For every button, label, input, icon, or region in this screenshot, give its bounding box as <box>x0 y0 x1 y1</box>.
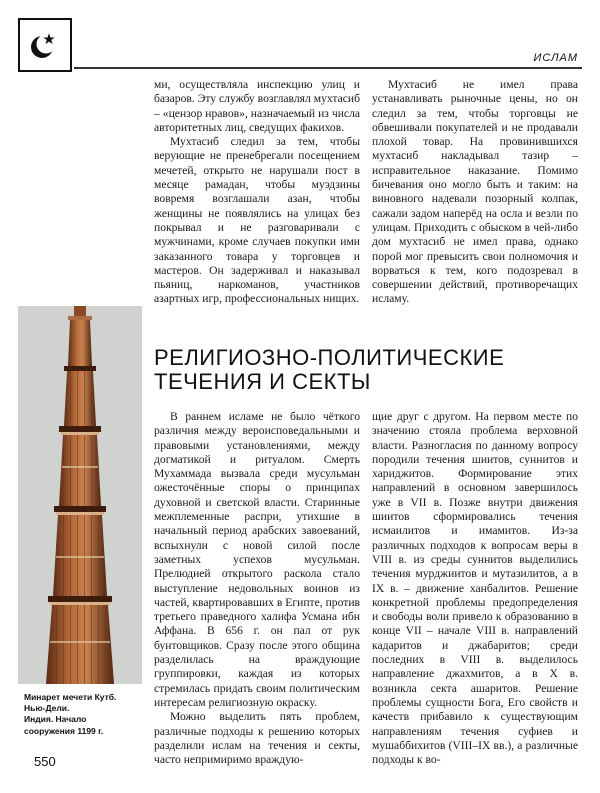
heading-line-1: РЕЛИГИОЗНО-ПОЛИТИЧЕСКИЕ <box>154 345 505 370</box>
photo-caption <box>24 692 154 737</box>
text-column-top-right <box>372 78 578 307</box>
text-column-bottom-right <box>372 410 578 767</box>
section-title: ИСЛАМ <box>533 52 578 64</box>
paragraph: Мухтасиб следил за тем, чтобы верующие не пренебрегали посещением мечетей, открыто не нарушали пост в месяце рамадан, чтобы муэдзины вовремя возглашали азан, чтобы женщины не появлялись на улицах без покрывал и не разговаривали с мужчинами, кроме случаев покупки ими заказанного товара у торговцев и мастеров. Он задерживал и наказывал пьяниц, наркоманов, участников азартных игр, профессиональных нищих. <box>154 135 360 306</box>
header-rule <box>74 67 582 69</box>
minaret-photo <box>18 306 142 684</box>
text-column-top-left <box>154 78 360 307</box>
section-heading <box>154 346 584 394</box>
page-number: 550 <box>34 754 56 769</box>
caption-line: Индия. Начало <box>24 714 87 725</box>
section-logo <box>18 18 72 72</box>
crescent-star-icon <box>20 20 70 70</box>
paragraph: Можно выделить пять проблем, различные подходы к решению которых разделили ислам на течения и секты, часто непримиримо враждую- <box>154 710 360 767</box>
paragraph: Мухтасиб не имел права устанавливать рыночные цены, но он следил за тем, чтобы торговцы не обвешивали покупателей и не продавали плохой товар. На провинившихся мухтасиб накладывал тазир – исправительное наказание. Помимо бичевания оно могло быть и таким: на виновного надевали позорный колпак, сажали задом наперёд на осла и везли по улицам. Приходить с обыском в чей-либо дом мухтасиб не имел права, однако порой мог превысить свои полномочия и ворваться к тем, кого подозревал в совершении действий, противоречащих исламу. <box>372 78 578 306</box>
paragraph: В раннем исламе не было чёткого различия между вероисповедальными и правовыми установлениями, между догматикой и ритуалом. Смерть Мухаммада вызвала среди мусульман ожесточённые споры о принципах духовной и светской власти. Старинные межплеменные распри, утихшие в начальный период арабских завоеваний, вспыхнули с новой силой после заметных успехов мусульман. Прелюдией открытого раскола стало выступление недовольных воинов из частей, квартировавших в Египте, против третьего праведного халифа Усмана ибн Аффана. В 656 г. он пал от рук бунтовщиков. Сразу после этого община разделилась на враждующие группировки, каждая из которых стремилась придать своим политическим интересам религиозную окраску. <box>154 410 360 709</box>
caption-line: сооружения 1199 г. <box>24 725 104 736</box>
text-column-bottom-left <box>154 410 360 767</box>
paragraph: ми, осуществляла инспекцию улиц и базаров. Эту службу возглавлял мухтасиб – «цензор нравов», назначаемый из числа авторитетных лиц, сведущих факихов. <box>154 78 360 134</box>
paragraph: щие друг с другом. На первом месте по значению стояла проблема верховной власти. Разногласия по данному вопросу породили течения шиитов, суннитов и хариджитов. Формирование этих направлений в основном завершилось уже в VII в. Позже внутри движения шиитов сформировались течения исмаилитов и имамитов. Из-за различных подходов к вопросам веры в VIII в. из среды суннитов выделились течения мурджиитов и мутазилитов, а в IX в. – движение ханбалитов. Решение конкретной проблемы предопределения и свободы воли привело к образованию в конце VII – начале VIII в. направлений кадаритов и джабаритов; среди последних в VIII в. выделилось направление джахмитов, а в X в. возникла секта ашаритов. Решение проблемы сущности Бога, Его свойств и качеств прибавило к существующим направлениям течения суфиев и мушаббихитов (VIII–IX вв.), а различные подходы к во- <box>372 410 578 767</box>
heading-line-2: ТЕЧЕНИЯ И СЕКТЫ <box>154 369 371 394</box>
caption-line: Минарет мечети Кутб. <box>24 692 117 702</box>
qutb-minar-illustration <box>18 306 142 684</box>
caption-line: Нью-Дели. <box>24 703 70 714</box>
